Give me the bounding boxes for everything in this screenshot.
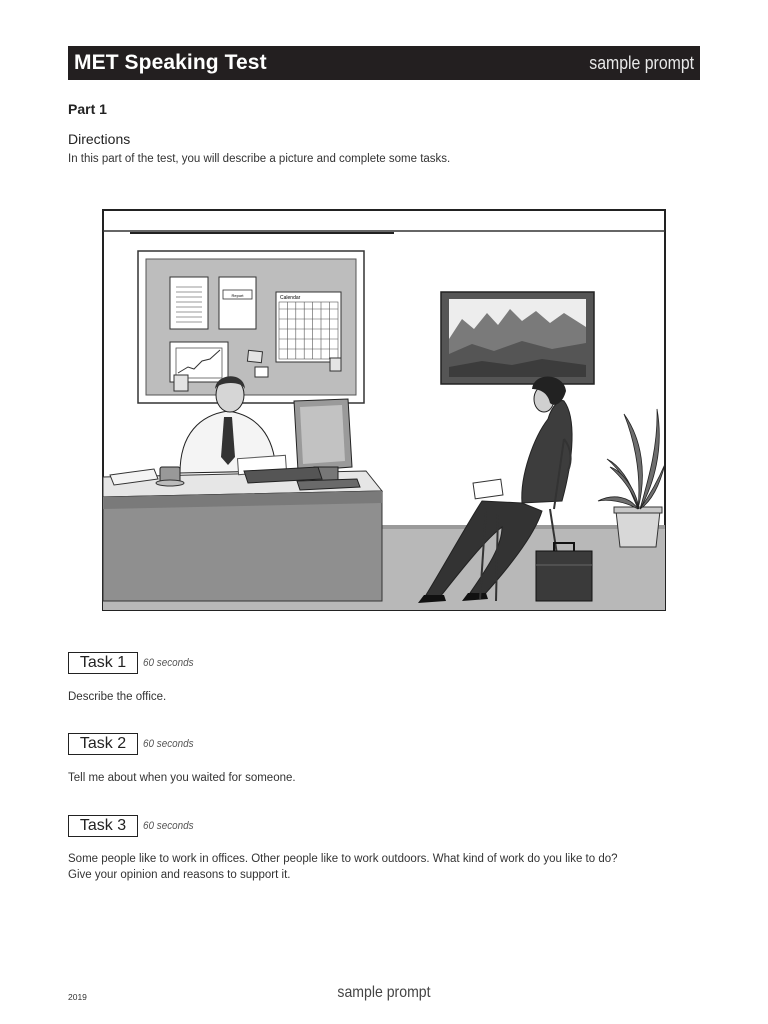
task-3-prompt [68, 851, 688, 883]
task-2-time: 60 seconds [143, 738, 194, 750]
task-3-time: 60 seconds [143, 820, 194, 832]
footer-year: 2019 [68, 992, 87, 1002]
task-1-prompt: Describe the office. [68, 691, 167, 703]
header-sample-tag: sample prompt [589, 52, 694, 73]
bulletin-board [138, 251, 364, 403]
task-3-label: Task 3 [68, 815, 138, 837]
footer-sample-tag: sample prompt [337, 984, 431, 1001]
task-3-prompt-line1: Some people like to work in offices. Other people like to work outdoors. What kind of work do you like to do? [68, 853, 618, 865]
office-illustration [102, 209, 666, 611]
briefcase [536, 543, 592, 601]
task-2-label: Task 2 [68, 733, 138, 755]
header-bar [68, 46, 700, 80]
directions-text: In this part of the test, you will describe a picture and complete some tasks. [68, 153, 451, 165]
task-1-label: Task 1 [68, 652, 138, 674]
part-heading: Part 1 [68, 101, 107, 117]
task-3-prompt-line2: Give your opinion and reasons to support it. [68, 869, 291, 881]
task-2 [68, 733, 199, 755]
report-label: Report [231, 293, 244, 298]
page-title: MET Speaking Test [74, 51, 267, 74]
calendar-label: Calendar [280, 295, 301, 301]
task-3 [68, 815, 199, 837]
task-1-time: 60 seconds [143, 657, 194, 669]
task-1 [68, 652, 199, 674]
landscape-painting [441, 292, 594, 384]
directions-heading: Directions [68, 131, 131, 147]
office-desk [103, 471, 382, 601]
task-2-prompt: Tell me about when you waited for someone. [68, 772, 296, 784]
